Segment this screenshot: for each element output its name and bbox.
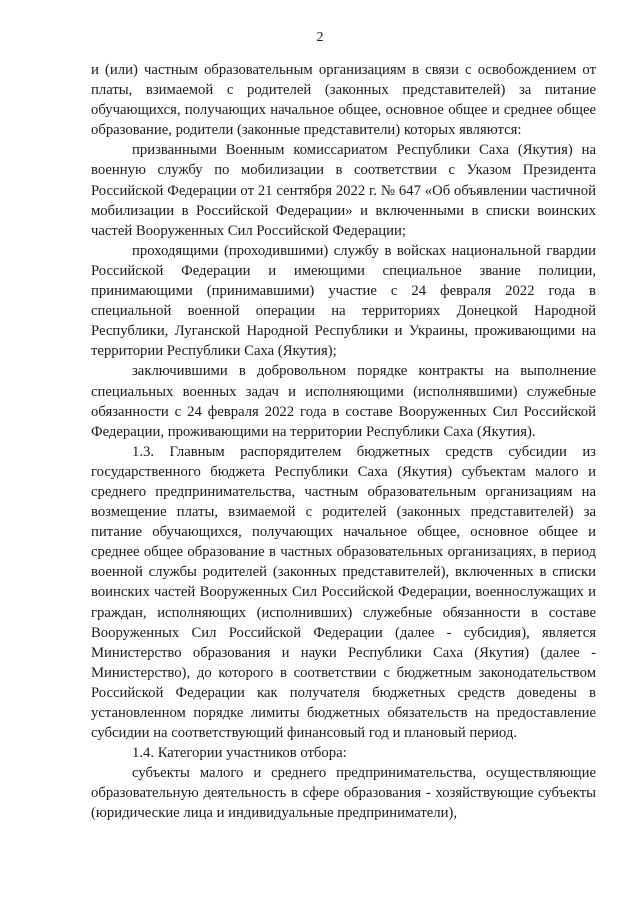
paragraph-mobilized: призванными Военным комиссариатом Республики Саха (Якутия) на военную службу по мобилизации в соответствии с Указом Президента Российской Федерации от 21 сентября 2022 г. № 647 «Об объявлении частичной мобилизации в Российской Федерации» и включенными в списки воинских частей Вооруженных Сил Российской Федерации; (91, 142, 596, 239)
document-body (91, 60, 596, 824)
paragraph-contract-volunteers: заключившими в добровольном порядке контракты на выполнение специальных военных задач и исполняющими (исполнявшими) служебные обязанности с 24 февраля 2022 года в составе Вооруженных Сил Российской Федерации, проживающими на территории Республики Саха (Якутия). (91, 363, 596, 440)
paragraph-intro-continuation: и (или) частным образовательным организациям в связи с освобождением от платы, взимаемой с родителей (законных представителей) за питание обучающихся, получающих начальное общее, основное общее и среднее общее образование, родители (законные представители) которых являются: (91, 62, 596, 139)
paragraph-section-1-4-participants: субъекты малого и среднего предпринимательства, осуществляющие образовательную деятельность в сфере образования - хозяйствующие субъекты (юридические лица и индивидуальные предприниматели), (91, 765, 596, 822)
paragraph-section-1-3: 1.3. Главным распорядителем бюджетных средств субсидии из государственного бюджета Республики Саха (Якутия) субъектам малого и среднего предпринимательства, частным образовательным организациям на возмещение платы, взимаемой с родителей (законных представителей) за питание обучающихся, получающих начальное общее, основное общее и среднее общее образование в частных образовательных организациях, в период военной службы родителей (законных представителей), включенных в списки воинских частей Вооруженных Сил Российской Федерации, военнослужащих и граждан, исполняющих (исполнивших) служебные обязанности в составе Вооруженных Сил Российской Федерации (далее - субсидия), является Министерство образования и науки Республики Саха (Якутия) (далее - Министерство), до которого в соответствии с бюджетным законодательством Российской Федерации как получателя бюджетных средств доведены в установленном порядке лимиты бюджетных обязательств на предоставление субсидии на соответствующий финансовый год и плановый период. (91, 443, 596, 742)
paragraph-national-guard: проходящими (проходившими) службу в войсках национальной гвардии Российской Федерации и имеющими специальное звание полиции, принимающими (принимавшими) участие с 24 февраля 2022 года в специальной военной операции на территориях Донецкой Народной Республики, Луганской Народной Республики и Украины, проживающими на территории Республики Саха (Якутия); (91, 242, 596, 360)
page-number: 2 (316, 30, 324, 45)
paragraph-section-1-4-heading: 1.4. Категории участников отбора: (132, 745, 347, 762)
